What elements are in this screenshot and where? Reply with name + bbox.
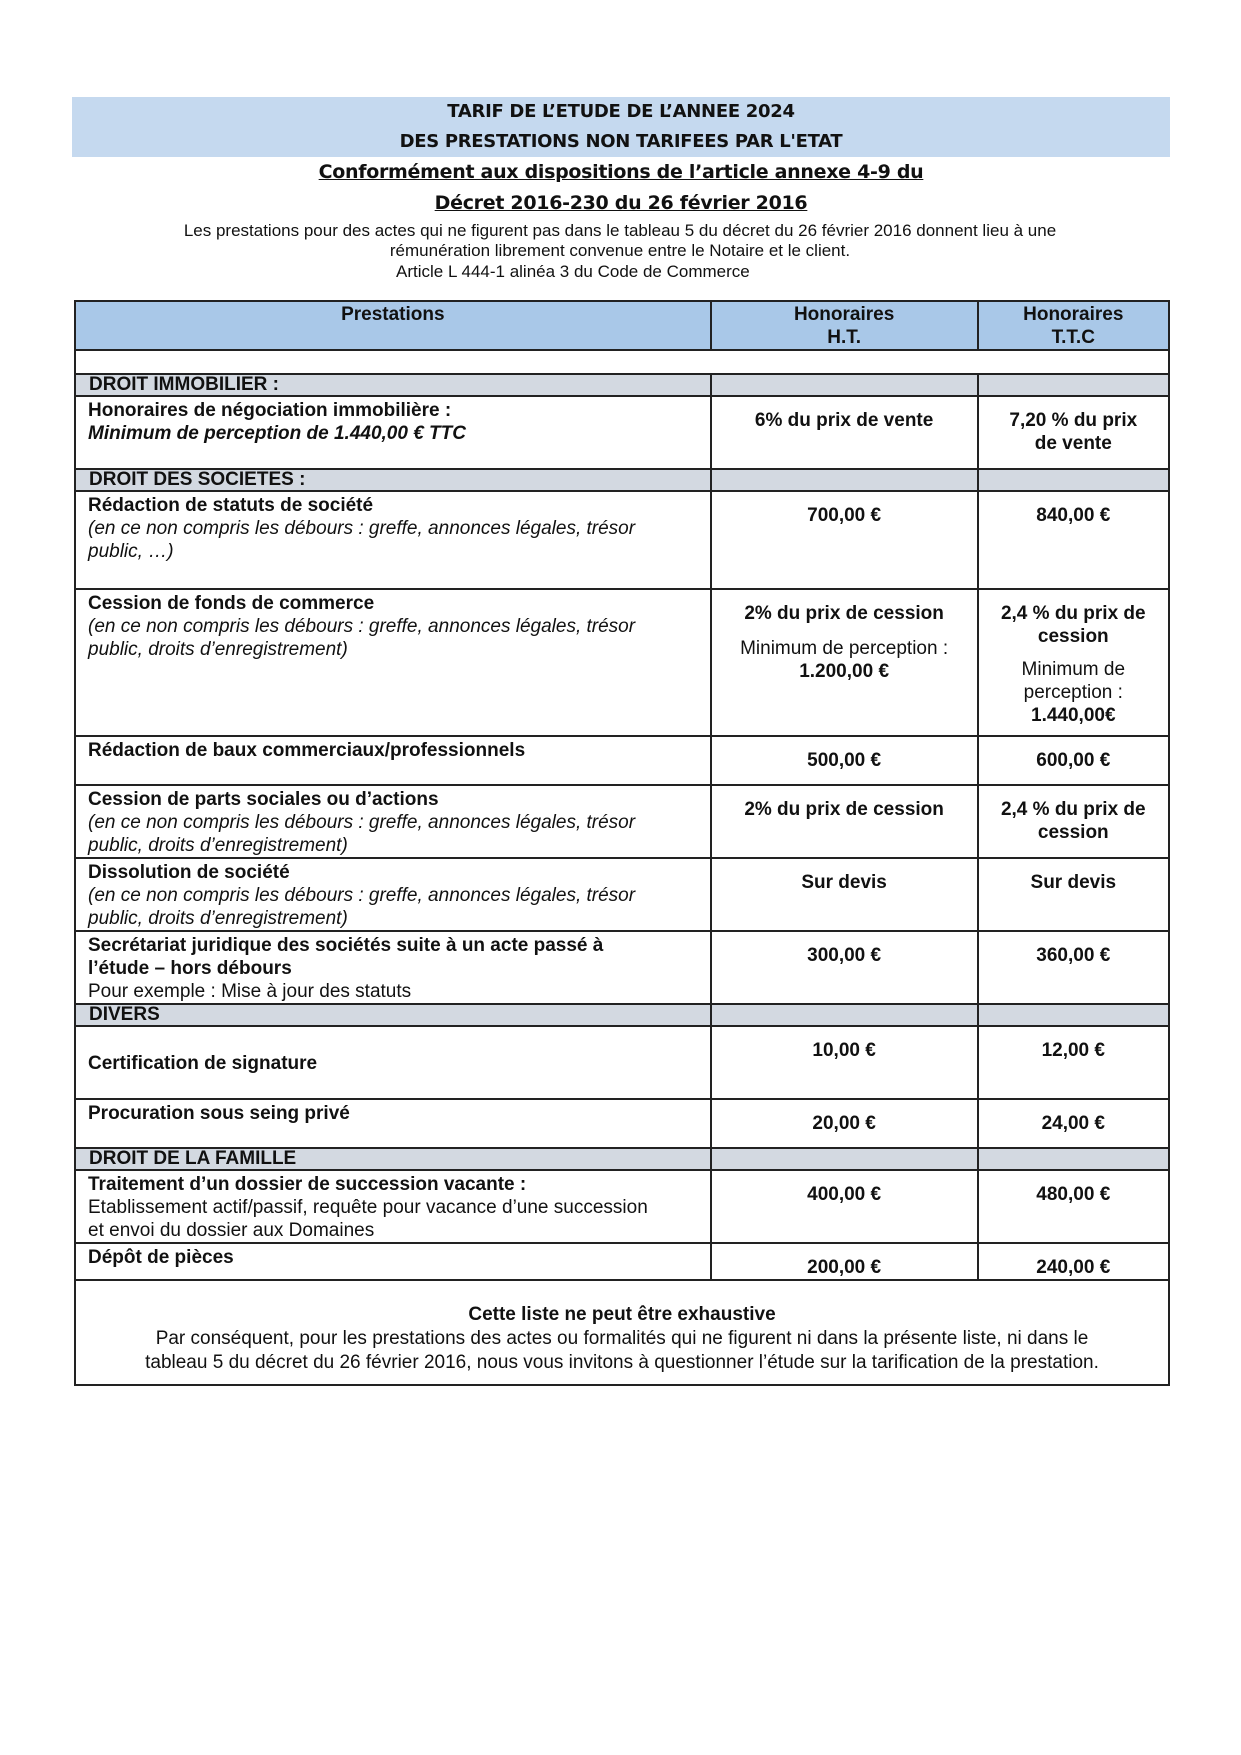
table-row bbox=[75, 1170, 1169, 1243]
row-label: Traitement d’un dossier de succession vacante : Etablissement actif/passif, requête pour vacance d’une succession et envoi du dossier aux Domaines bbox=[75, 1170, 711, 1243]
table-row bbox=[75, 858, 1169, 931]
row-ht: 20,00 € bbox=[711, 1099, 978, 1148]
section-famille: DROIT DE LA FAMILLE bbox=[75, 1148, 711, 1170]
row-label: Dépôt de pièces bbox=[75, 1243, 711, 1280]
section-row bbox=[75, 374, 1169, 396]
row-label: Honoraires de négociation immobilière : Minimum de perception de 1.440,00 € TTC bbox=[75, 396, 711, 469]
spacer-row bbox=[75, 350, 1169, 374]
footer-row bbox=[75, 1280, 1169, 1385]
row-ttc: 480,00 € bbox=[978, 1170, 1169, 1243]
row-label: Cession de fonds de commerce (en ce non compris les débours : greffe, annonces légales, trésor public, droits d’enregistrement) bbox=[75, 589, 711, 736]
row-ttc: 24,00 € bbox=[978, 1099, 1169, 1148]
row-ttc: 2,4 % du prix de cession Minimum de perception : 1.440,00€ bbox=[978, 589, 1169, 736]
footer-note bbox=[75, 1280, 1169, 1385]
row-label: Rédaction de statuts de société (en ce non compris les débours : greffe, annonces légales, trésor public, …) bbox=[75, 491, 711, 589]
table-row bbox=[75, 1026, 1169, 1099]
table-row bbox=[75, 785, 1169, 858]
row-ttc: 360,00 € bbox=[978, 931, 1169, 1004]
header-prestations: Prestations bbox=[75, 301, 711, 350]
row-ht: 200,00 € bbox=[711, 1243, 978, 1280]
title-line-1: TARIF DE L’ETUDE DE L’ANNEE 2024 bbox=[447, 101, 795, 122]
row-ttc: 840,00 € bbox=[978, 491, 1169, 589]
row-ht: 6% du prix de vente bbox=[711, 396, 978, 469]
subtitle-line-1: Conformément aux dispositions de l’article annexe 4-9 du bbox=[318, 161, 924, 183]
row-ht: 300,00 € bbox=[711, 931, 978, 1004]
subtitle-line-2: Décret 2016-230 du 26 février 2016 bbox=[434, 192, 808, 214]
intro-line-1: Les prestations pour des actes qui ne figurent pas dans le tableau 5 du décret du 26 février 2016 donnent lieu à une bbox=[183, 221, 1057, 240]
section-divers: DIVERS bbox=[75, 1004, 711, 1026]
row-ttc: 240,00 € bbox=[978, 1243, 1169, 1280]
row-ht: 400,00 € bbox=[711, 1170, 978, 1243]
section-societes: DROIT DES SOCIETES : bbox=[75, 469, 711, 491]
row-ht: 10,00 € bbox=[711, 1026, 978, 1099]
row-label: Procuration sous seing privé bbox=[75, 1099, 711, 1148]
table-row bbox=[75, 1099, 1169, 1148]
section-row bbox=[75, 1004, 1169, 1026]
table-header-row bbox=[75, 301, 1169, 350]
row-ttc: 12,00 € bbox=[978, 1026, 1169, 1099]
row-label: Rédaction de baux commerciaux/professionnels bbox=[75, 736, 711, 785]
row-label: Certification de signature bbox=[75, 1026, 711, 1099]
footer-bold: Cette liste ne peut être exhaustive bbox=[468, 1304, 776, 1325]
table-row bbox=[75, 396, 1169, 469]
table-row bbox=[75, 736, 1169, 785]
title-banner bbox=[72, 97, 1170, 157]
header-ttc: Honoraires T.T.C bbox=[978, 301, 1169, 350]
row-label: Cession de parts sociales ou d’actions (en ce non compris les débours : greffe, annonces légales, trésor public, droits d’enregistrement) bbox=[75, 785, 711, 858]
row-label: Dissolution de société (en ce non compris les débours : greffe, annonces légales, trésor public, droits d’enregistrement) bbox=[75, 858, 711, 931]
row-ht: Sur devis bbox=[711, 858, 978, 931]
row-ht: 2% du prix de cession bbox=[711, 785, 978, 858]
footer-line-1: Par conséquent, pour les prestations des actes ou formalités qui ne figurent ni dans la présente liste, ni dans le bbox=[155, 1328, 1089, 1349]
footer-line-2: tableau 5 du décret du 26 février 2016, nous vous invitons à questionner l’étude sur la tarification de la prestation. bbox=[145, 1352, 1099, 1373]
row-ttc: 600,00 € bbox=[978, 736, 1169, 785]
intro-line-3: Article L 444-1 alinéa 3 du Code de Commerce bbox=[396, 262, 750, 281]
row-ttc: 2,4 % du prix de cession bbox=[978, 785, 1169, 858]
section-row bbox=[75, 1148, 1169, 1170]
table-row bbox=[75, 491, 1169, 589]
table-row bbox=[75, 931, 1169, 1004]
table-row bbox=[75, 589, 1169, 736]
tarif-table bbox=[74, 300, 1170, 1386]
title-line-2: DES PRESTATIONS NON TARIFEES PAR L'ETAT bbox=[399, 131, 843, 152]
row-ht: 500,00 € bbox=[711, 736, 978, 785]
section-immobilier: DROIT IMMOBILIER : bbox=[75, 374, 711, 396]
row-label: Secrétariat juridique des sociétés suite à un acte passé à l’étude – hors débours Pour exemple : Mise à jour des statuts bbox=[75, 931, 711, 1004]
row-ht: 700,00 € bbox=[711, 491, 978, 589]
row-ttc: Sur devis bbox=[978, 858, 1169, 931]
section-row bbox=[75, 469, 1169, 491]
table-row bbox=[75, 1243, 1169, 1280]
intro-line-2: rémunération librement convenue entre le Notaire et le client. bbox=[389, 241, 851, 260]
row-ht: 2% du prix de cession Minimum de perception : 1.200,00 € bbox=[711, 589, 978, 736]
header-ht: Honoraires H.T. bbox=[711, 301, 978, 350]
row-ttc: 7,20 % du prix de vente bbox=[978, 396, 1169, 469]
